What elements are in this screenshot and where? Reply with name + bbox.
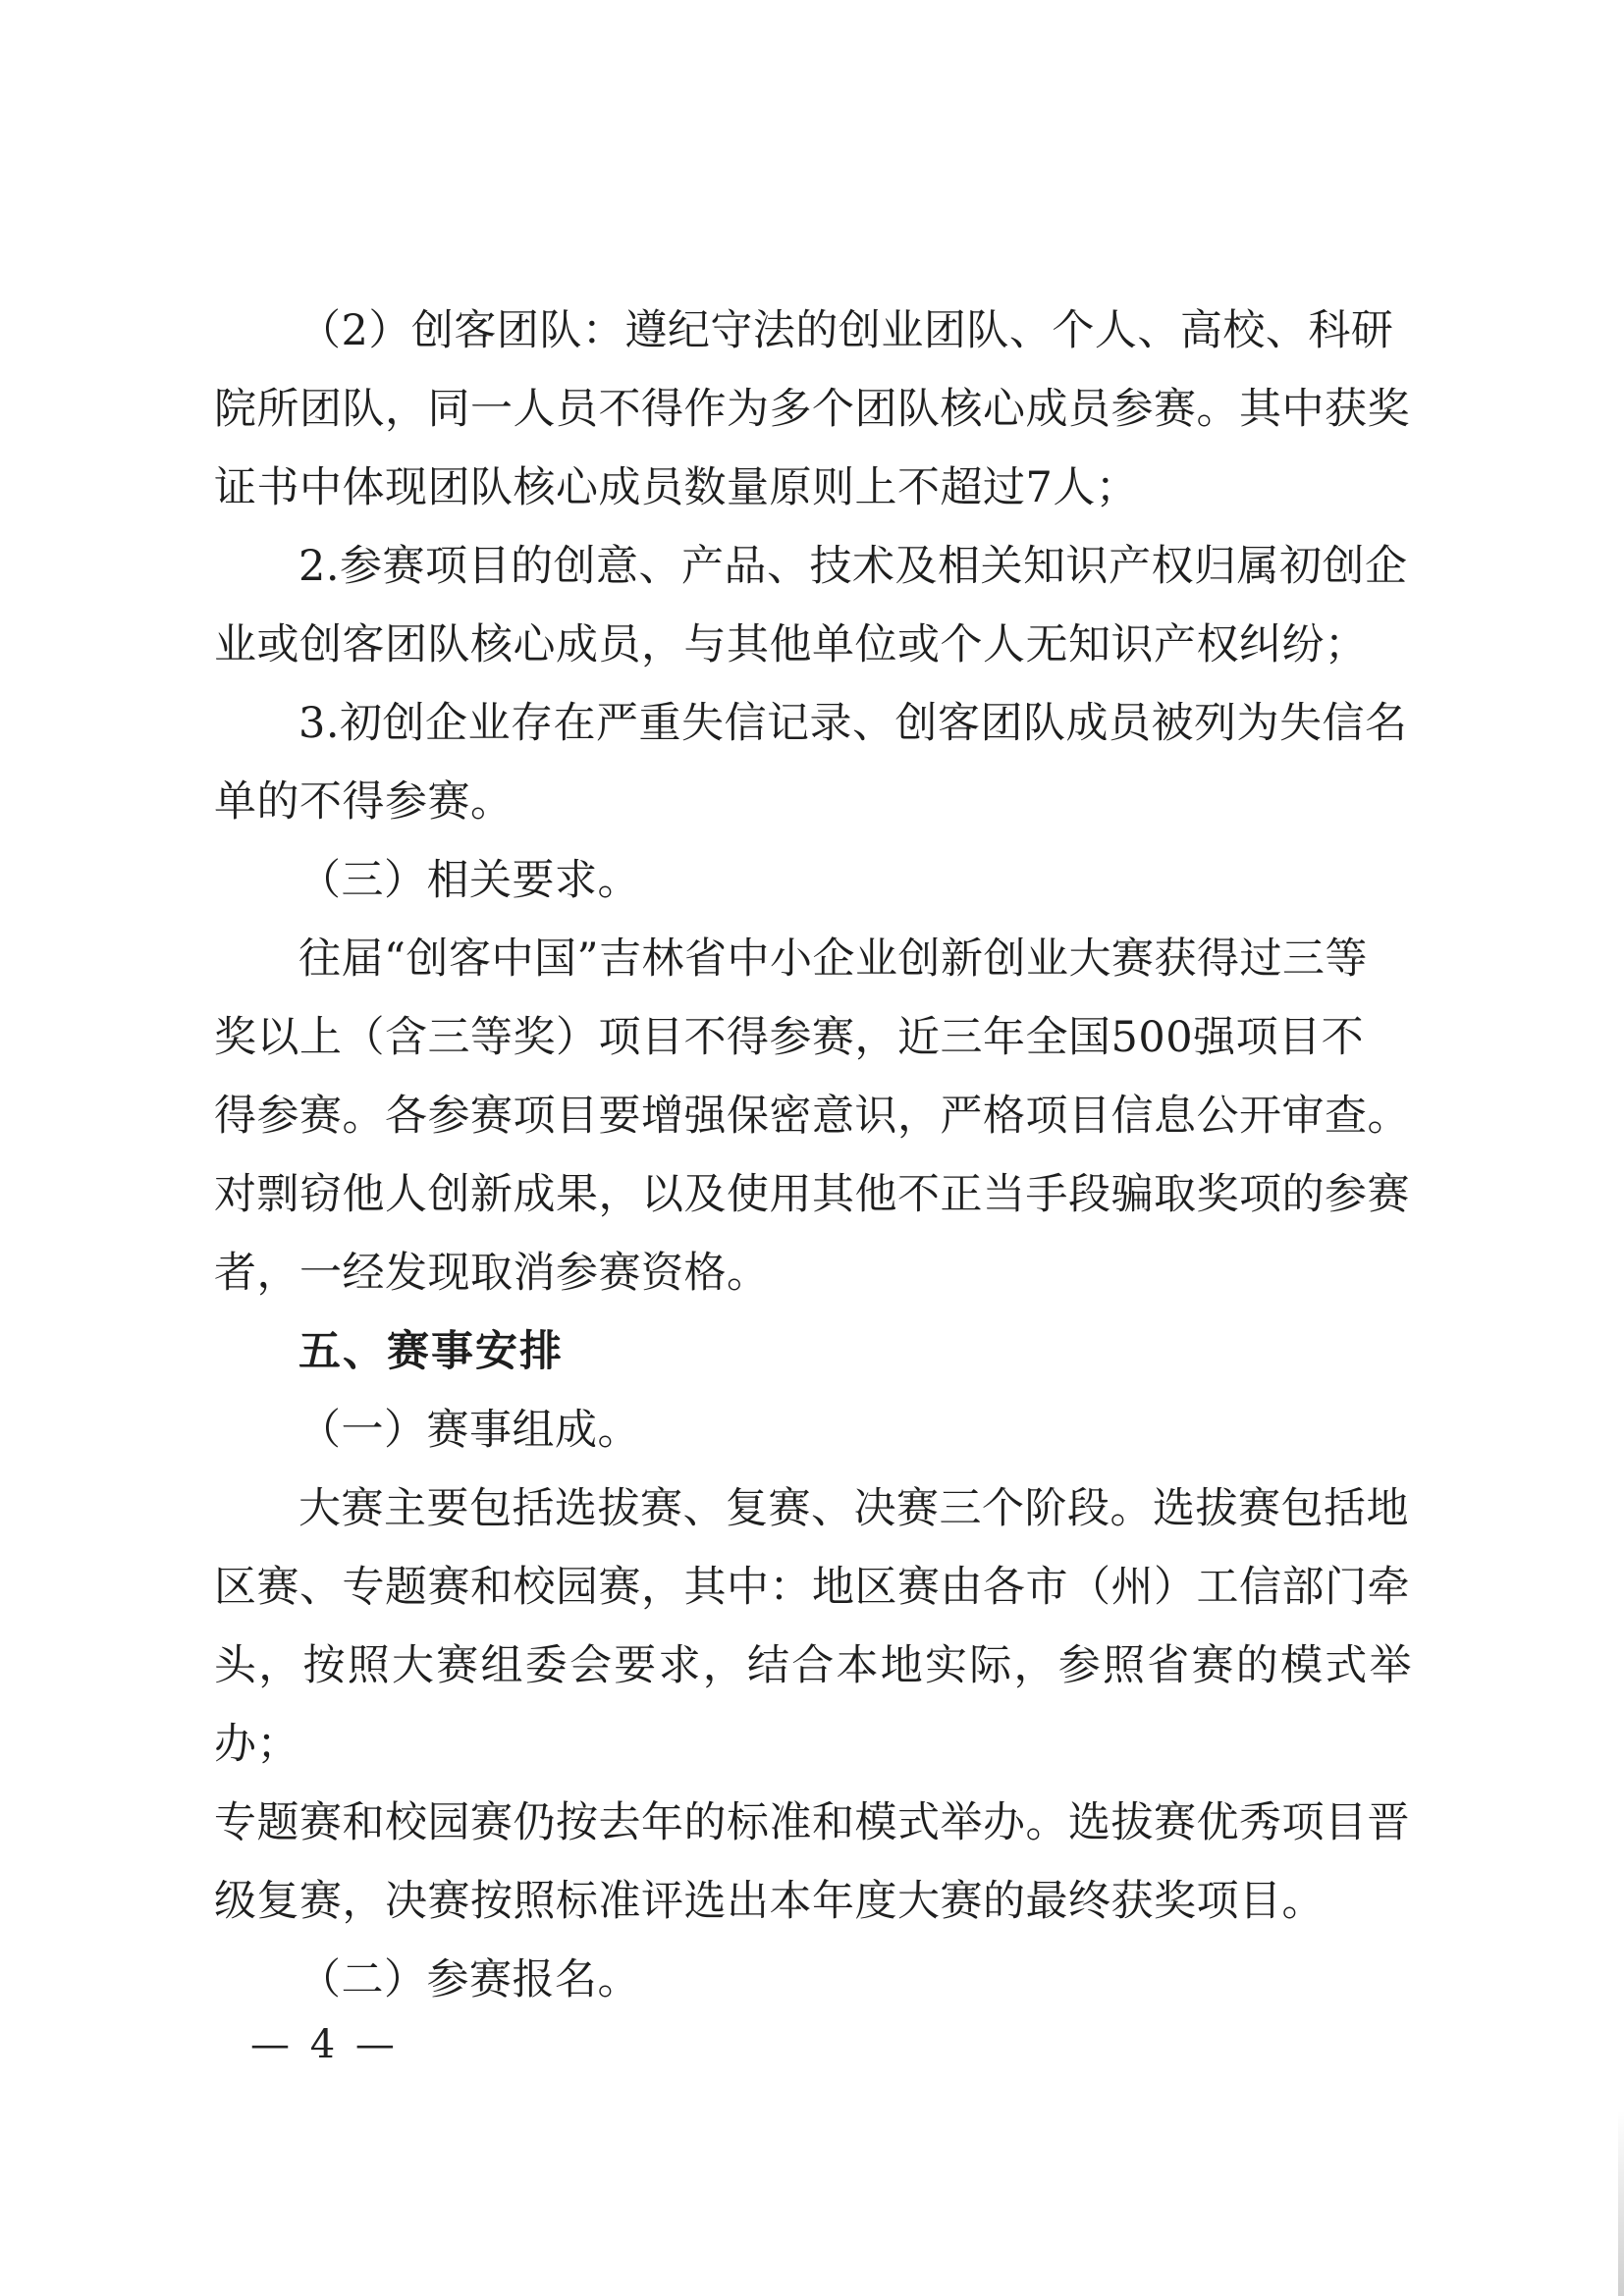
text-line: 往届“创客中国”吉林省中小企业创新创业大赛获得过三等	[298, 934, 1368, 984]
text-line: 业或创客团队核心成员，与其他单位或个人无知识产权纠纷；	[214, 620, 1368, 669]
document-body	[214, 292, 1412, 2019]
page-number: — 4 —	[250, 2022, 399, 2067]
text-line: 大赛主要包括选拔赛、复赛、决赛三个阶段。选拔赛包括地	[298, 1484, 1409, 1533]
text-line: 单的不得参赛。	[214, 777, 514, 827]
text-line: 3.初创企业存在严重失信记录、创客团队成员被列为失信名	[298, 699, 1408, 748]
paragraph	[214, 841, 1412, 920]
text-line: 2.参赛项目的创意、产品、技术及相关知识产权归属初创企	[298, 542, 1408, 591]
text-line: 奖以上（含三等奖）项目不得参赛，近三年全国500强项目不	[214, 1013, 1365, 1062]
paragraph	[214, 920, 1412, 1312]
text-line: 头，按照大赛组委会要求，结合本地实际，参照省赛的模式举办；	[214, 1641, 1412, 1769]
paragraph	[214, 1941, 1412, 2019]
scan-edge-shadow	[1618, 2110, 1624, 2296]
text-line: 院所团队，同一人员不得作为多个团队核心成员参赛。其中获奖	[214, 385, 1410, 434]
section-heading	[214, 1312, 1412, 1391]
text-line: （二）参赛报名。	[298, 1955, 640, 2004]
text-line: （一）赛事组成。	[298, 1406, 640, 1455]
text-line: 五、赛事安排	[298, 1327, 564, 1376]
paragraph	[214, 684, 1412, 841]
text-line: 专题赛和校园赛仍按去年的标准和模式举办。选拔赛优秀项目晋	[214, 1798, 1410, 1847]
text-line: （2）创客团队：遵纪守法的创业团队、个人、高校、科研	[298, 306, 1394, 355]
text-line: 得参赛。各参赛项目要增强保密意识，严格项目信息公开审查。	[214, 1092, 1410, 1141]
text-line: 证书中体现团队核心成员数量原则上不超过7人；	[214, 463, 1139, 512]
paragraph	[214, 1391, 1412, 1469]
text-line: 对剽窃他人创新成果，以及使用其他不正当手段骗取奖项的参赛	[214, 1170, 1410, 1219]
paragraph	[214, 527, 1412, 684]
text-line: 者，一经发现取消参赛资格。	[214, 1249, 770, 1298]
paragraph	[214, 1469, 1412, 1941]
paragraph	[214, 292, 1412, 527]
text-line: （三）相关要求。	[298, 856, 640, 905]
text-line: 区赛、专题赛和校园赛，其中：地区赛由各市（州）工信部门牵	[214, 1563, 1410, 1612]
text-line: 级复赛，决赛按照标准评选出本年度大赛的最终获奖项目。	[214, 1877, 1325, 1926]
